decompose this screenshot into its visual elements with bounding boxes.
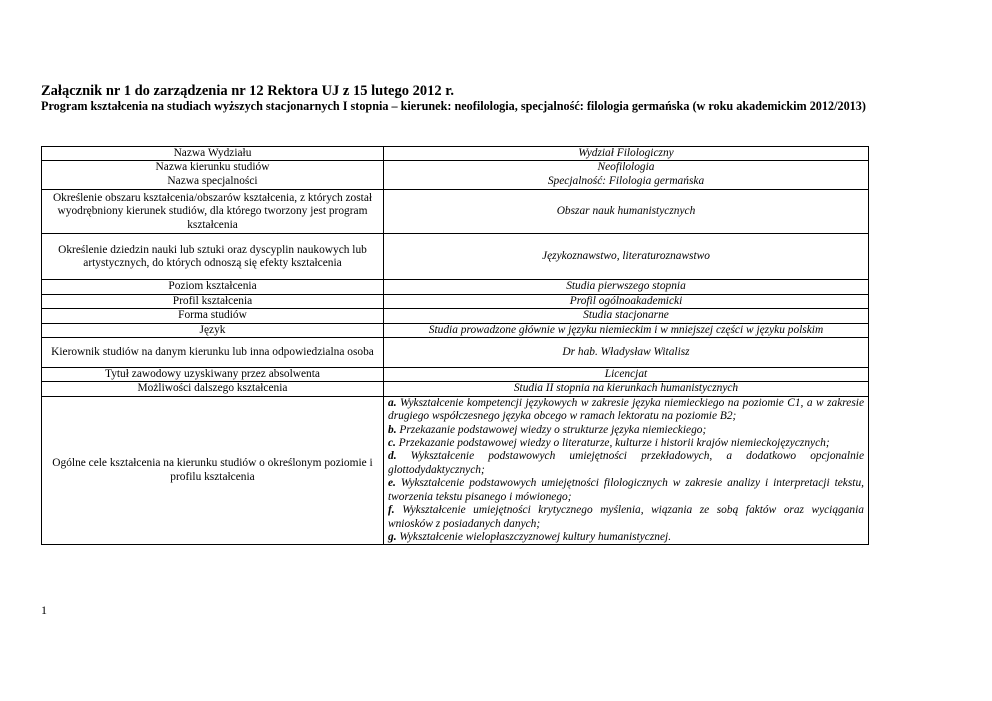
table-row: [42, 382, 869, 396]
table-row: [42, 323, 869, 337]
table-row: [42, 294, 869, 308]
goal-letter: a.: [388, 396, 397, 409]
page-number: 1: [41, 603, 47, 617]
goals-list: [384, 396, 869, 544]
goal-text: Przekazanie podstawowej wiedzy o literaturze, kulturze i historii krajów niemieckojęzycznych;: [398, 437, 830, 450]
table-row: [42, 234, 869, 280]
row-label: Nazwa Wydziału: [42, 147, 384, 161]
row-value: Licencjat: [384, 368, 869, 382]
goal-letter: e.: [388, 477, 396, 490]
goal-item-c: [388, 437, 864, 450]
row-label: Kierownik studiów na danym kierunku lub inna odpowiedzialna osoba: [42, 338, 384, 368]
document-subtitle: Program kształcenia na studiach wyższych stacjonarnych I stopnia – kierunek: neofilologia, specjalność: filologia germańska (w roku akademickim 2012/2013): [41, 99, 866, 113]
row-label: Określenie dziedzin nauki lub sztuki oraz dyscyplin naukowych lub artystycznych, do których odnoszą się efekty kształcenia: [42, 234, 384, 280]
row-value: Specjalność: Filologia germańska: [384, 175, 869, 190]
goal-text: Wykształcenie podstawowych umiejętności filologicznych w zakresie analizy i interpretacji tekstu, tworzenia tekstu pisanego i mówionego;: [388, 477, 864, 503]
goal-item-e: [388, 477, 864, 504]
table-row: [42, 338, 869, 368]
program-table: [41, 146, 869, 545]
row-value: Studia stacjonarne: [384, 309, 869, 323]
table-row: [42, 368, 869, 382]
goal-item-f: [388, 504, 864, 531]
table-row: [42, 161, 869, 175]
row-value: Studia II stopnia na kierunkach humanistycznych: [384, 382, 869, 396]
table-row: [42, 309, 869, 323]
document-title: Załącznik nr 1 do zarządzenia nr 12 Rektora UJ z 15 lutego 2012 r.: [41, 83, 454, 99]
goal-item-b: [388, 424, 864, 437]
row-value: Wydział Filologiczny: [384, 147, 869, 161]
row-label: Profil kształcenia: [42, 294, 384, 308]
row-label: Poziom kształcenia: [42, 280, 384, 294]
row-value: Profil ogólnoakademicki: [384, 294, 869, 308]
goal-text: Przekazanie podstawowej wiedzy o strukturze języka niemieckiego;: [399, 423, 707, 436]
goals-label: Ogólne cele kształcenia na kierunku studiów o określonym poziomie i profilu kształcenia: [42, 396, 384, 544]
table-row: [42, 147, 869, 161]
row-label: Tytuł zawodowy uzyskiwany przez absolwenta: [42, 368, 384, 382]
row-label: Określenie obszaru kształcenia/obszarów kształcenia, z których został wyodrębniony kierunek studiów, dla którego tworzony jest program kształcenia: [42, 190, 384, 234]
row-label: Język: [42, 323, 384, 337]
row-value: Obszar nauk humanistycznych: [384, 190, 869, 234]
goal-letter: d.: [388, 450, 397, 463]
row-label: Możliwości dalszego kształcenia: [42, 382, 384, 396]
row-label: Nazwa kierunku studiów: [42, 161, 384, 175]
goal-text: Wykształcenie podstawowych umiejętności przekładowych, a dodatkowo opcjonalnie glottodydaktycznych;: [388, 450, 864, 476]
row-value: Studia pierwszego stopnia: [384, 280, 869, 294]
goal-letter: f.: [388, 504, 395, 517]
table-row: [42, 396, 869, 544]
goal-letter: b.: [388, 423, 397, 436]
row-value: Dr hab. Władysław Witalisz: [384, 338, 869, 368]
goal-item-a: [388, 397, 864, 424]
row-value: Studia prowadzone głównie w języku niemieckim i w mniejszej części w języku polskim: [384, 323, 869, 337]
row-label: Nazwa specjalności: [42, 175, 384, 190]
row-label: Forma studiów: [42, 309, 384, 323]
goal-letter: c.: [388, 437, 396, 450]
row-value: Neofilologia: [384, 161, 869, 175]
table-row: [42, 280, 869, 294]
table-row: [42, 175, 869, 190]
goal-item-g: [388, 531, 864, 544]
row-value: Językoznawstwo, literaturoznawstwo: [384, 234, 869, 280]
goal-text: Wykształcenie umiejętności krytycznego myślenia, wiązania ze sobą faktów oraz wyciągania wniosków z posiadanych danych;: [388, 504, 864, 530]
table-row: [42, 190, 869, 234]
goal-text: Wykształcenie wielopłaszczyznowej kultury humanistycznej.: [399, 530, 672, 543]
goal-letter: g.: [388, 530, 397, 543]
goal-text: Wykształcenie kompetencji językowych w zakresie języka niemieckiego na poziomie C1, a w zakresie drugiego współczesnego języka obcego w ramach lektoratu na poziomie B2;: [388, 396, 864, 423]
goal-item-d: [388, 450, 864, 477]
